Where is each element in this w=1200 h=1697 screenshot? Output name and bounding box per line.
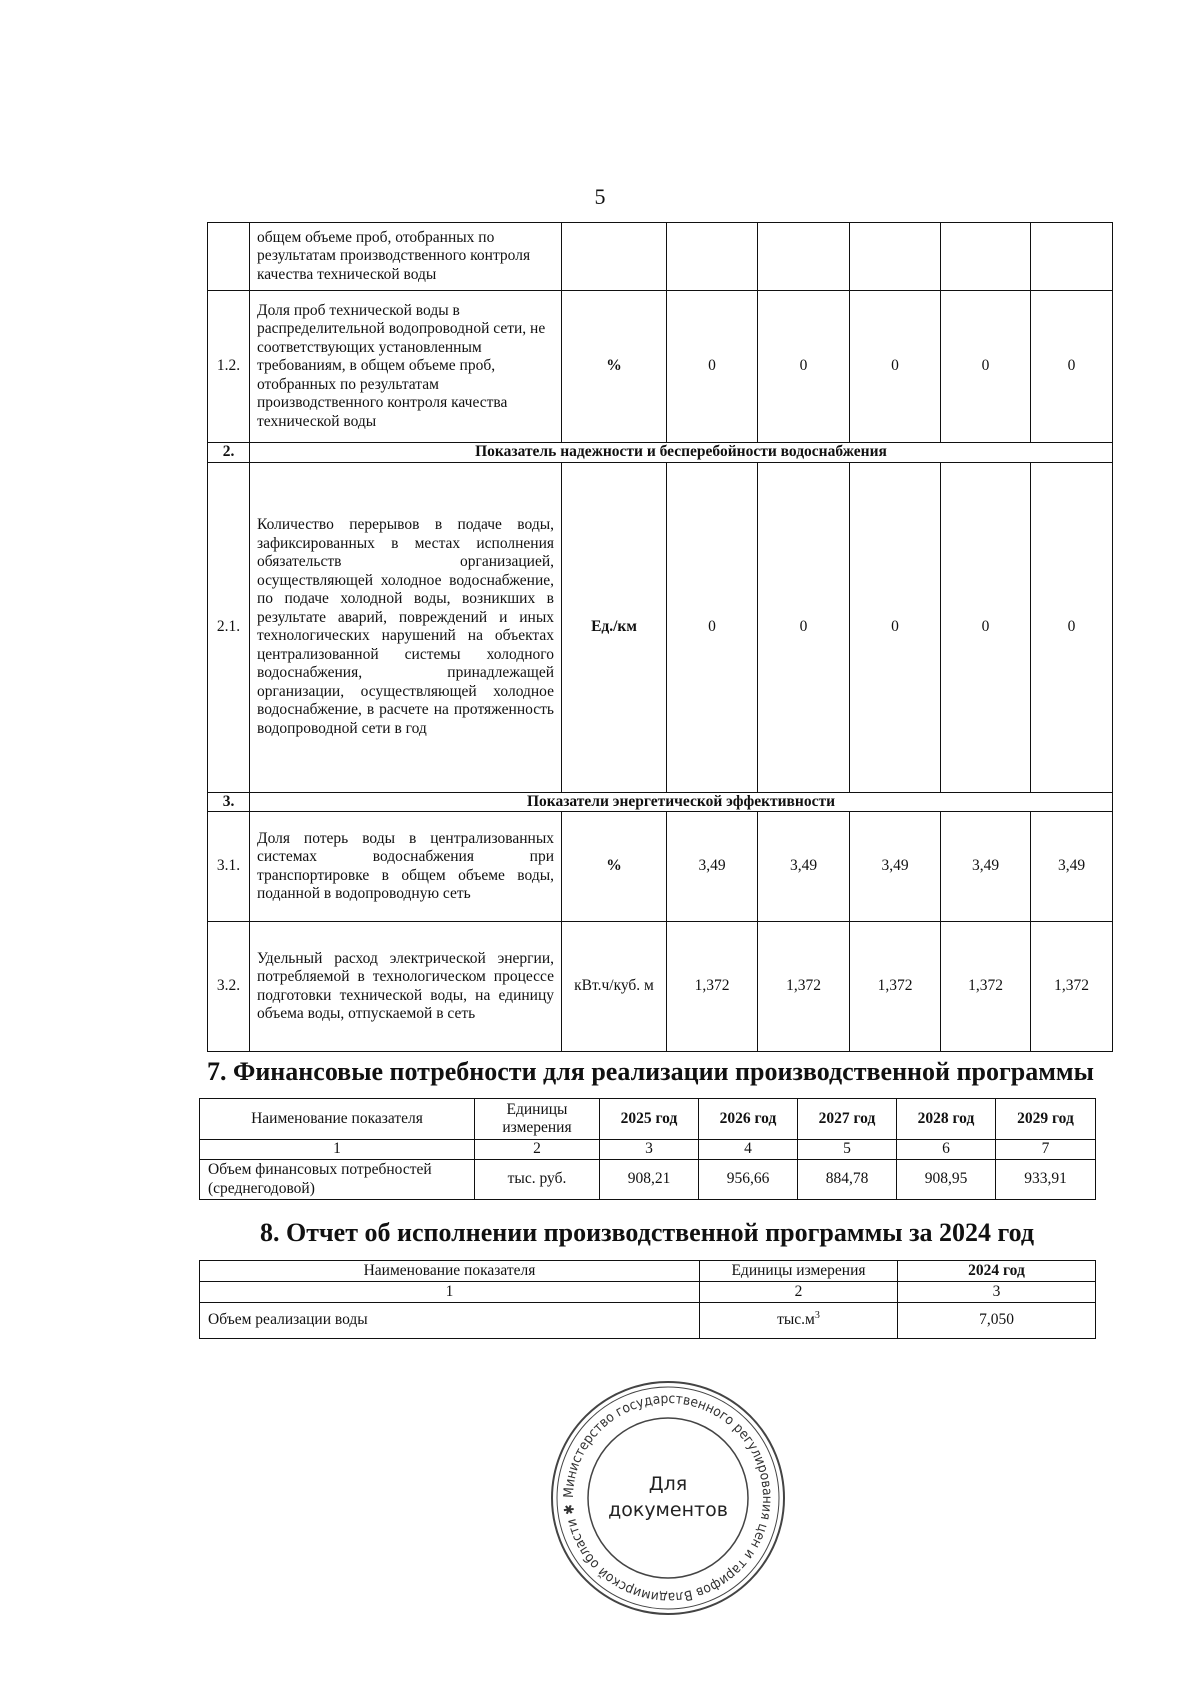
column-header: 2027 год	[798, 1099, 897, 1140]
row-number: 1.2.	[208, 291, 250, 443]
column-header: 2029 год	[996, 1099, 1096, 1140]
stamp-center-line-1: Для	[648, 1473, 688, 1495]
row-number-cell	[208, 223, 250, 291]
unit-cell: кВт.ч/куб. м	[562, 922, 667, 1052]
section-7-heading: 7. Финансовые потребности для реализации производственной программы	[207, 1057, 1094, 1086]
table-header-row	[200, 1261, 1096, 1282]
value-cell: 0	[850, 462, 941, 792]
table-row	[208, 223, 1113, 291]
indicator-description: общем объеме проб, отобранных по результатам производственного контроля качества технической воды	[250, 223, 562, 291]
column-number: 1	[200, 1282, 700, 1303]
value-cell: 0	[850, 291, 941, 443]
value-cell: 908,95	[897, 1160, 996, 1200]
value-cell: 0	[758, 291, 850, 443]
indicator-name: Объем финансовых потребностей (среднегодовой)	[200, 1160, 475, 1200]
program-report-table	[199, 1260, 1096, 1339]
unit-cell: тыс. руб.	[475, 1160, 600, 1200]
value-cell: 1,372	[850, 922, 941, 1052]
value-cell: 3,49	[941, 812, 1031, 922]
table-header-row	[200, 1099, 1096, 1140]
value-cell: 0	[667, 462, 758, 792]
value-cell: 0	[941, 462, 1031, 792]
unit-text: тыс.м	[777, 1311, 815, 1329]
section-row	[208, 443, 1113, 463]
column-number: 6	[897, 1140, 996, 1160]
stamp-outer-ring	[552, 1382, 784, 1614]
value-cell: 3,49	[850, 812, 941, 922]
row-number: 2.1.	[208, 462, 250, 792]
stamp-inner-ring	[588, 1418, 748, 1578]
section-title: Показатели энергетической эффективности	[250, 792, 1113, 812]
value-cell: 3,49	[758, 812, 850, 922]
column-number: 3	[898, 1282, 1096, 1303]
indicators-table	[207, 222, 1113, 1052]
table-row	[200, 1160, 1096, 1200]
indicator-description: Доля проб технической воды в распределительной водопроводной сети, не соответствующих установленным требованиям, в общем объеме проб, отобранных по результатам производственного контроля качества технической воды	[250, 291, 562, 443]
column-header: 2025 год	[600, 1099, 699, 1140]
column-number: 3	[600, 1140, 699, 1160]
page-number: 5	[594, 184, 606, 209]
row-number: 3.1.	[208, 812, 250, 922]
column-header: 2026 год	[699, 1099, 798, 1140]
table-row	[208, 462, 1113, 792]
value-cell: 1,372	[758, 922, 850, 1052]
column-header: Единицы измерения	[475, 1099, 600, 1140]
column-number: 2	[475, 1140, 600, 1160]
value-cell: 0	[941, 291, 1031, 443]
stamp-ring-text: Министерство государственного регулирования цен и тарифов Владимирской области ✱	[560, 1390, 776, 1606]
section-8-heading: 8. Отчет об исполнении производственной программы за 2024 год	[260, 1218, 1035, 1247]
column-numbers-row	[200, 1140, 1096, 1160]
value-cell: 1,372	[941, 922, 1031, 1052]
table-row	[200, 1303, 1096, 1339]
value-cell: 7,050	[898, 1303, 1096, 1339]
value-cell: 1,372	[1031, 922, 1113, 1052]
financial-needs-table	[199, 1098, 1096, 1200]
indicator-description: Удельный расход электрической энергии, потребляемой в технологическом процессе подготовки технической воды, на единицу объема воды, отпускаемой в сеть	[250, 922, 562, 1052]
section-row	[208, 792, 1113, 812]
value-cell: 1,372	[667, 922, 758, 1052]
column-header: 2028 год	[897, 1099, 996, 1140]
stamp-outer-ring-inner	[557, 1387, 779, 1609]
column-header: Наименование показателя	[200, 1099, 475, 1140]
column-number: 2	[700, 1282, 898, 1303]
section-title: Показатель надежности и бесперебойности водоснабжения	[250, 443, 1113, 463]
value-cell: 884,78	[798, 1160, 897, 1200]
indicator-description: Доля потерь воды в централизованных системах водоснабжения при транспортировке в общем объеме воды, поданной в водопроводную сеть	[250, 812, 562, 922]
value-cell: 0	[667, 291, 758, 443]
value-cell: 933,91	[996, 1160, 1096, 1200]
value-cell: 0	[1031, 291, 1113, 443]
unit-cell: %	[562, 291, 667, 443]
column-number: 1	[200, 1140, 475, 1160]
column-number: 4	[699, 1140, 798, 1160]
unit-cell	[700, 1303, 898, 1339]
value-cell: 0	[1031, 462, 1113, 792]
indicator-description: Количество перерывов в подаче воды, зафиксированных в местах исполнения обязательств организацией, осуществляющей холодное водоснабжение, по подаче холодной воды, возникших в результате аварий, повреждений и иных технологических нарушений на объектах централизованной системы холодного водоснабжения, принадлежащей организации, осуществляющей холодное водоснабжение, в расчете на протяженность водопроводной сети в год	[250, 462, 562, 792]
table-row	[208, 922, 1113, 1052]
table-row	[208, 291, 1113, 443]
section-number: 3.	[208, 792, 250, 812]
column-numbers-row	[200, 1282, 1096, 1303]
unit-cell: %	[562, 812, 667, 922]
indicator-name: Объем реализации воды	[200, 1303, 700, 1339]
unit-cell: Ед./км	[562, 462, 667, 792]
stamp-center-line-2: документов	[608, 1499, 728, 1521]
column-number: 5	[798, 1140, 897, 1160]
row-number: 3.2.	[208, 922, 250, 1052]
value-cell: 908,21	[600, 1160, 699, 1200]
column-header: Наименование показателя	[200, 1261, 700, 1282]
table-row	[208, 812, 1113, 922]
column-number: 7	[996, 1140, 1096, 1160]
stamp-ring-text-shape	[561, 1391, 775, 1605]
column-header: Единицы измерения	[700, 1261, 898, 1282]
value-cell: 3,49	[667, 812, 758, 922]
unit-superscript: 3	[814, 1310, 820, 1322]
value-cell: 956,66	[699, 1160, 798, 1200]
column-header: 2024 год	[898, 1261, 1096, 1282]
value-cell: 3,49	[1031, 812, 1113, 922]
value-cell: 0	[758, 462, 850, 792]
section-number: 2.	[208, 443, 250, 463]
official-stamp	[548, 1378, 788, 1618]
